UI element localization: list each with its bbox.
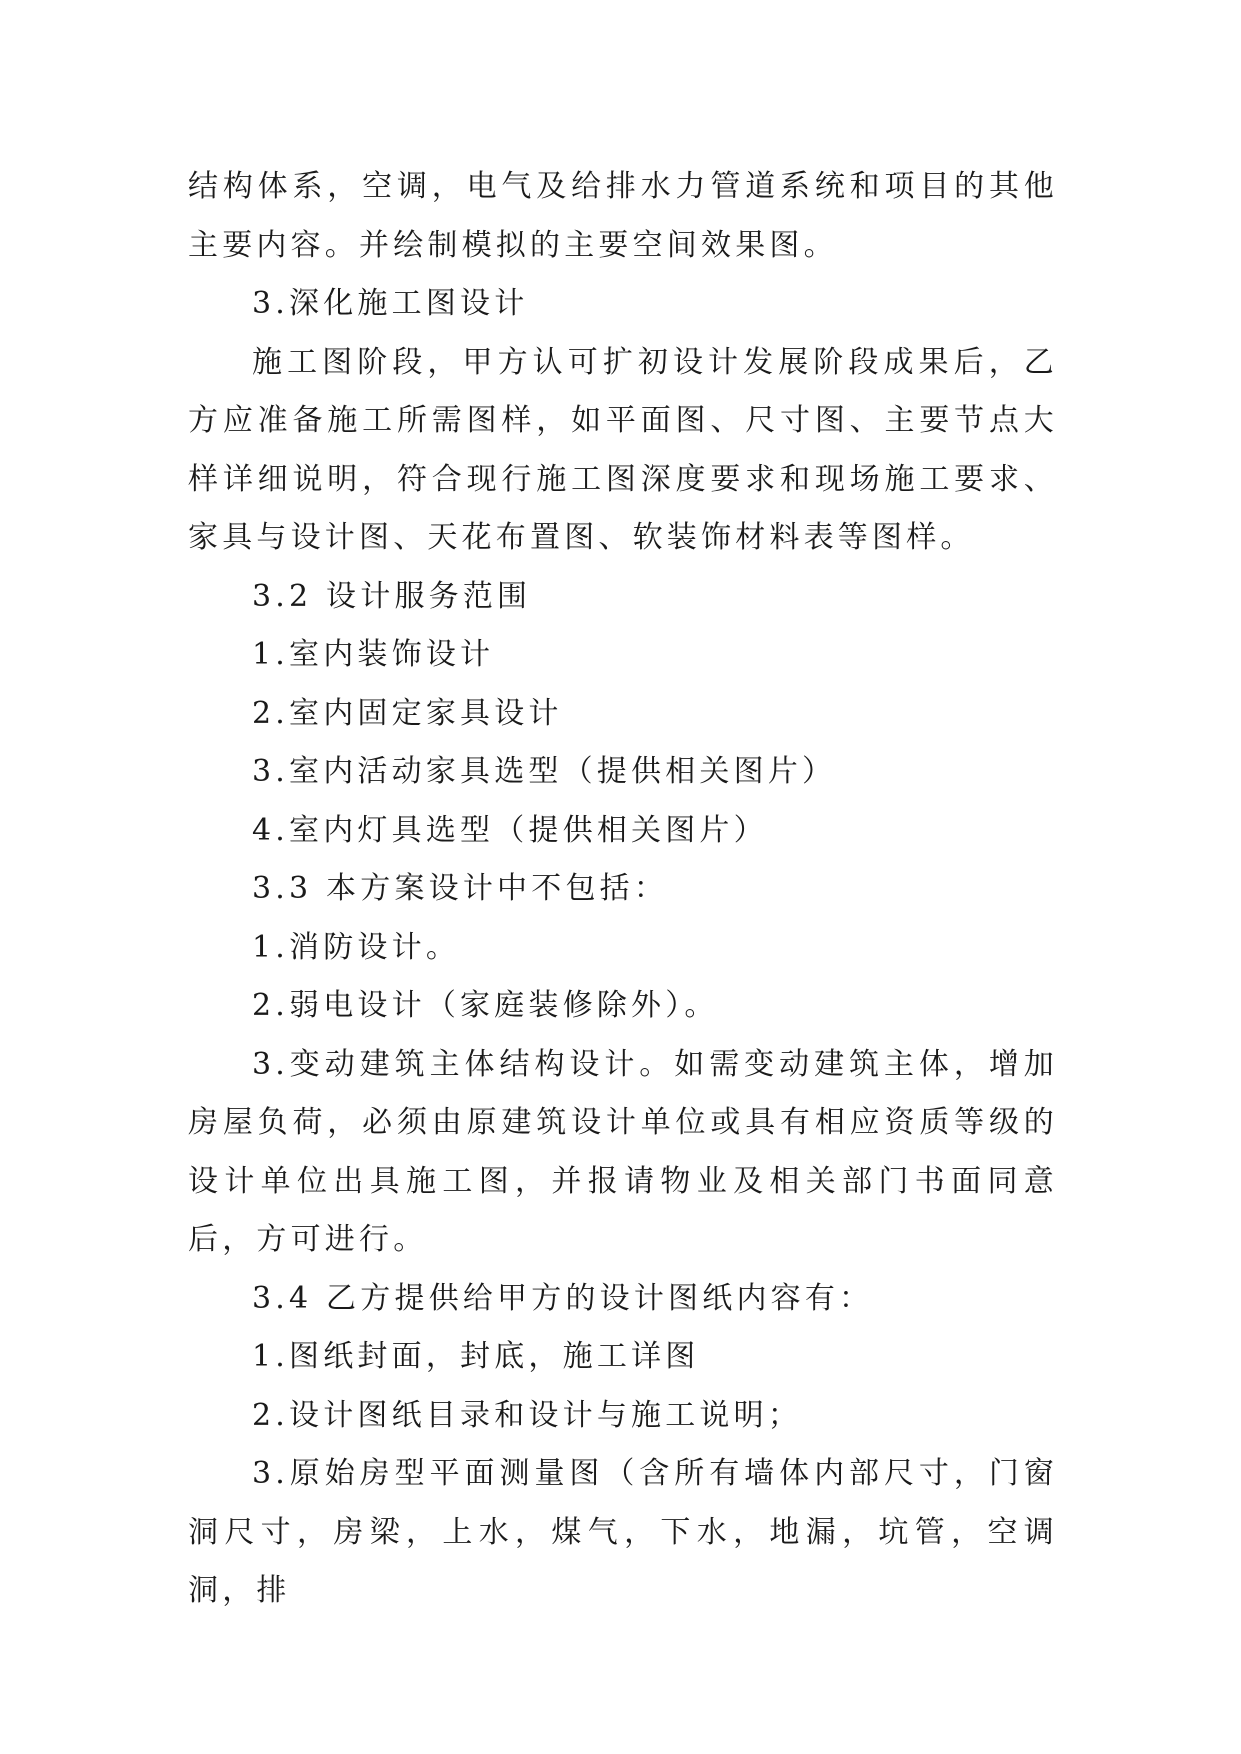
list-item-drawing-index: 2.设计图纸目录和设计与施工说明；: [252, 1397, 803, 1433]
paragraph-construction-drawing-stage: 施工图阶段，甲方认可扩初设计发展阶段成果后，乙方应准备施工所需图样，如平面图、尺寸图、主要节点大样详细说明，符合现行施工图深度要求和现场施工要求、家具与设计图、天花布置图、软装饰材料表等图样。: [188, 344, 1058, 555]
paragraph-structure-system: 结构体系，空调，电气及给排水力管道系统和项目的其他主要内容。并绘制模拟的主要空间效果图。: [188, 169, 1058, 263]
paragraph-structural-changes: 3.变动建筑主体结构设计。如需变动建筑主体，增加房屋负荷，必须由原建筑设计单位或具有相应资质等级的设计单位出具施工图，并报请物业及相关部门书面同意后，方可进行。: [188, 1046, 1058, 1257]
list-item-original-floor-plan: 3.原始房型平面测量图（含所有墙体内部尺寸，门窗洞尺寸，房梁，上水，煤气，下水，地漏，坑管，空调洞，排: [188, 1456, 1058, 1608]
heading-drawings-provided: 3.4 乙方提供给甲方的设计图纸内容有：: [252, 1280, 874, 1316]
document-body: [188, 158, 1058, 1621]
list-item-fixed-furniture: 2.室内固定家具设计: [252, 695, 563, 731]
list-item-fire-protection: 1.消防设计。: [252, 929, 461, 965]
list-item-interior-decoration: 1.室内装饰设计: [252, 637, 495, 672]
list-item-cover-and-details: 1.图纸封面，封底，施工详图: [252, 1339, 700, 1374]
heading-not-included: 3.3 本方案设计中不包括：: [252, 871, 669, 906]
list-item-weak-current: 2.弱电设计（家庭装修除外）。: [252, 988, 719, 1023]
list-item-lighting-selection: 4.室内灯具选型（提供相关图片）: [252, 812, 768, 848]
list-item-movable-furniture: 3.室内活动家具选型（提供相关图片）: [252, 754, 837, 789]
heading-design-service-scope: 3.2 设计服务范围: [252, 578, 532, 614]
heading-detailed-construction-design: 3.深化施工图设计: [252, 286, 529, 321]
